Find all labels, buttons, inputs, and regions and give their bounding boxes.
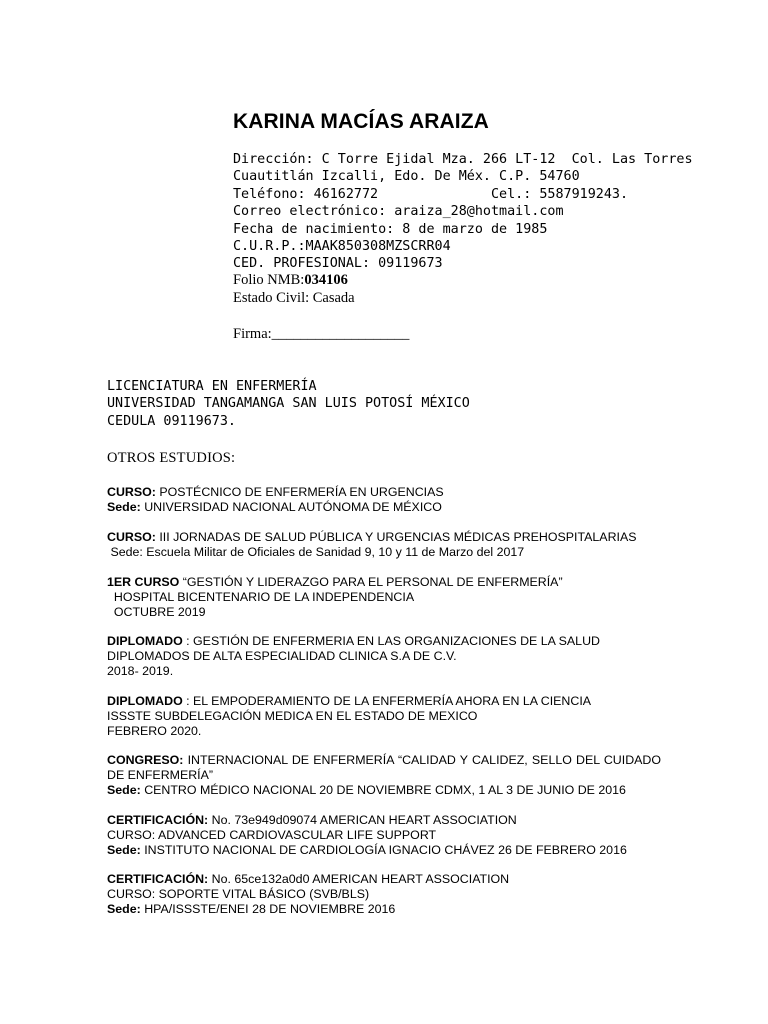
- entry-label: CERTIFICACIÓN:: [107, 872, 209, 886]
- entry-label: CONGRESO:: [107, 753, 184, 767]
- entry-line: [107, 843, 661, 858]
- study-entry: [107, 485, 661, 515]
- entry-line: [107, 902, 661, 917]
- entry-line: OCTUBRE 2019: [107, 604, 206, 619]
- marital-status: Estado Civil: Casada: [233, 290, 355, 306]
- entry-text: CENTRO MÉDICO NACIONAL 20 DE NOVIEMBRE CDMX, 1 AL 3 DE JUNIO DE 2016: [140, 782, 626, 797]
- entry-line: HOSPITAL BICENTENARIO DE LA INDEPENDENCIA: [107, 589, 415, 604]
- contact-block: [233, 151, 693, 273]
- folio-line: [233, 272, 348, 289]
- entry-label: 1ER CURSO: [107, 575, 180, 589]
- entry-line: CURSO: SOPORTE VITAL BÁSICO (SVB/BLS): [107, 886, 370, 901]
- degree-university: UNIVERSIDAD TANGAMANGA SAN LUIS POTOSÍ MÉXICO: [107, 396, 470, 412]
- phone-line: Teléfono: 46162772 Cel.: 5587919243.: [233, 186, 629, 202]
- entry-text: HPA/ISSSTE/ENEI 28 DE NOVIEMBRE 2016: [140, 901, 396, 916]
- entry-text: UNIVERSIDAD NACIONAL AUTÓNOMA DE MÉXICO: [140, 499, 442, 514]
- entry-line: [107, 500, 661, 515]
- degree-cedula: CEDULA 09119673.: [107, 413, 236, 429]
- cedula-line: CED. PROFESIONAL: 09119673: [233, 256, 443, 272]
- study-entry: [107, 872, 661, 917]
- entry-line: [107, 530, 661, 545]
- entry-line: [107, 872, 661, 887]
- entry-line: 2018- 2019.: [107, 663, 174, 678]
- entry-label: DIPLOMADO: [107, 634, 183, 648]
- entry-line: CURSO: ADVANCED CARDIOVASCULAR LIFE SUPPORT: [107, 827, 437, 842]
- entry-line: ISSSTE SUBDELEGACIÓN MEDICA EN EL ESTADO DE MEXICO: [107, 708, 478, 723]
- degree-title: LICENCIATURA EN ENFERMERÍA: [107, 379, 317, 394]
- entry-text: : GESTIÓN DE ENFERMERIA EN LAS ORGANIZACIONES DE LA SALUD: [182, 634, 600, 648]
- entry-label: Sede:: [107, 499, 141, 514]
- entry-text: “GESTIÓN Y LIDERAZGO PARA EL PERSONAL DE ENFERMERÍA”: [179, 575, 563, 589]
- entry-line: [107, 485, 661, 500]
- study-entry: [107, 694, 661, 739]
- entry-label: Sede:: [107, 782, 141, 797]
- entry-text: No. 65ce132a0d0 AMERICAN HEART ASSOCIATION: [208, 872, 510, 886]
- entry-line: [107, 753, 661, 783]
- study-entry: [107, 530, 661, 560]
- entry-label: CURSO:: [107, 485, 156, 499]
- entry-text: INTERNACIONAL DE ENFERMERÍA “CALIDAD Y CALIDEZ, SELLO DEL CUIDADO DE ENFERMERÍA”: [107, 753, 661, 782]
- other-studies-heading: OTROS ESTUDIOS:: [107, 450, 236, 466]
- birthdate-line: Fecha de nacimiento: 8 de marzo de 1985: [233, 221, 548, 237]
- address-line-1: Dirección: C Torre Ejidal Mza. 266 LT-12 Col. Las Torres: [233, 152, 693, 167]
- entry-text: No. 73e949d09074 AMERICAN HEART ASSOCIATION: [208, 813, 517, 827]
- entry-label: DIPLOMADO: [107, 694, 183, 708]
- entry-text: POSTÉCNICO DE ENFERMERÍA EN URGENCIAS: [155, 485, 444, 499]
- entry-line: [107, 575, 661, 590]
- entry-line: [107, 783, 661, 798]
- study-entry: [107, 753, 661, 798]
- candidate-name: KARINA MACÍAS ARAIZA: [233, 110, 489, 133]
- entry-line: DIPLOMADOS DE ALTA ESPECIALIDAD CLINICA S.A DE C.V.: [107, 648, 457, 663]
- entry-text: III JORNADAS DE SALUD PÚBLICA Y URGENCIAS MÉDICAS PREHOSPITALARIAS: [155, 530, 637, 544]
- entry-label: CURSO:: [107, 530, 156, 544]
- curp-line: C.U.R.P.:MAAK850308MZSCRR04: [233, 238, 451, 254]
- degree-block: [107, 378, 470, 430]
- entry-line: FEBRERO 2020.: [107, 723, 202, 738]
- entry-label: CERTIFICACIÓN:: [107, 813, 209, 827]
- folio-value: 034106: [304, 272, 348, 288]
- entry-label: Sede:: [107, 901, 141, 916]
- entry-line: [107, 634, 661, 649]
- entry-text: INSTITUTO NACIONAL DE CARDIOLOGÍA IGNACIO CHÁVEZ 26 DE FEBRERO 2016: [140, 842, 627, 857]
- study-entry: [107, 813, 661, 858]
- email-line: Correo electrónico: araiza_28@hotmail.com: [233, 204, 564, 220]
- entry-line: [107, 694, 661, 709]
- study-entry: [107, 634, 661, 679]
- entry-line: Sede: Escuela Militar de Oficiales de Sanidad 9, 10 y 11 de Marzo del 2017: [107, 544, 525, 559]
- entry-line: [107, 813, 661, 828]
- folio-label: Folio NMB:: [233, 272, 305, 288]
- entry-label: Sede:: [107, 842, 141, 857]
- address-line-2: Cuautitlán Izcalli, Edo. De Méx. C.P. 54760: [233, 169, 580, 185]
- signature-line: Firma:___________________: [233, 326, 410, 342]
- study-entry: [107, 575, 661, 620]
- entry-text: : EL EMPODERAMIENTO DE LA ENFERMERÍA AHORA EN LA CIENCIA: [182, 694, 592, 708]
